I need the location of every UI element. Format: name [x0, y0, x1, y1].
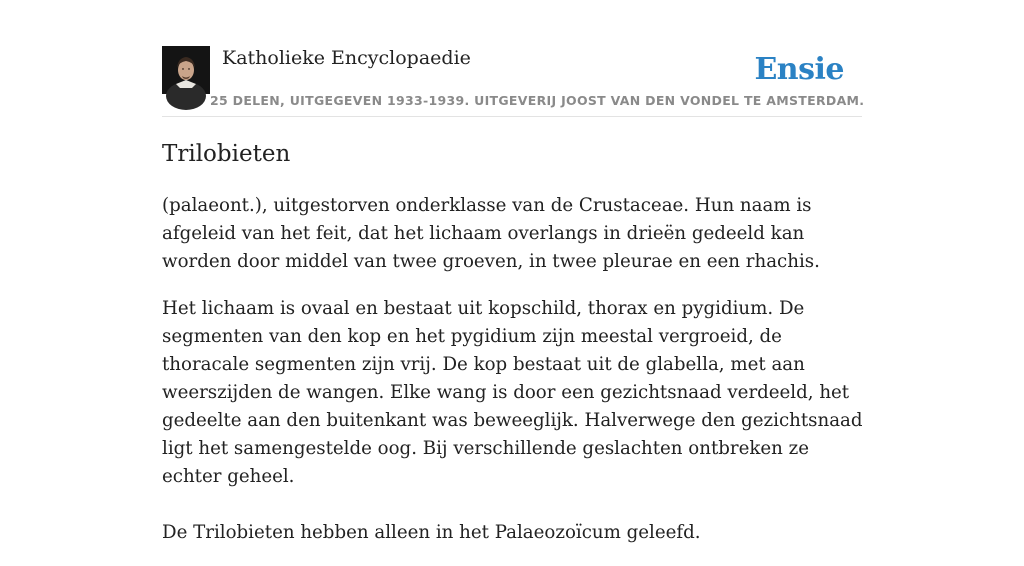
article: [162, 138, 866, 566]
article-paragraph: (palaeont.), uitgestorven onderklasse van de Crustaceae. Hun naam is afgeleid van het feit, dat het lichaam overlangs in drieën gedeeld kan worden door middel van twee groeven, in twee pleurae en een rhachis.: [162, 195, 820, 272]
portrait-image: [162, 46, 210, 94]
article-paragraph: De Trilobieten hebben alleen in het Palaeozoïcum geleefd.: [162, 522, 701, 543]
site-header: [162, 46, 865, 117]
ensie-logo-link[interactable]: Ensie: [754, 52, 844, 87]
article-paragraph: Het lichaam is ovaal en bestaat uit kopschild, thorax en pygidium. De segmenten van den kop en het pygidium zijn meestal vergroeid, de thoracale segmenten zijn vrij. De kop bestaat uit de glabella, met aan weerszijden de wangen. Elke wang is door een gezichtsnaad verdeeld, het gedeelte aan den buitenkant was beweeglijk. Halverwege den gezichtsnaad ligt het samengestelde oog. Bij verschillende geslachten ontbreken ze echter geheel.: [162, 298, 863, 487]
author-portrait-avatar[interactable]: [162, 46, 210, 94]
site-subtitle: 25 DELEN, UITGEGEVEN 1933-1939. UITGEVERIJ JOOST VAN DEN VONDEL TE AMSTERDAM.: [210, 93, 865, 108]
site-title[interactable]: Katholieke Encyclopaedie: [222, 47, 471, 69]
article-title: Trilobieten: [162, 141, 291, 167]
